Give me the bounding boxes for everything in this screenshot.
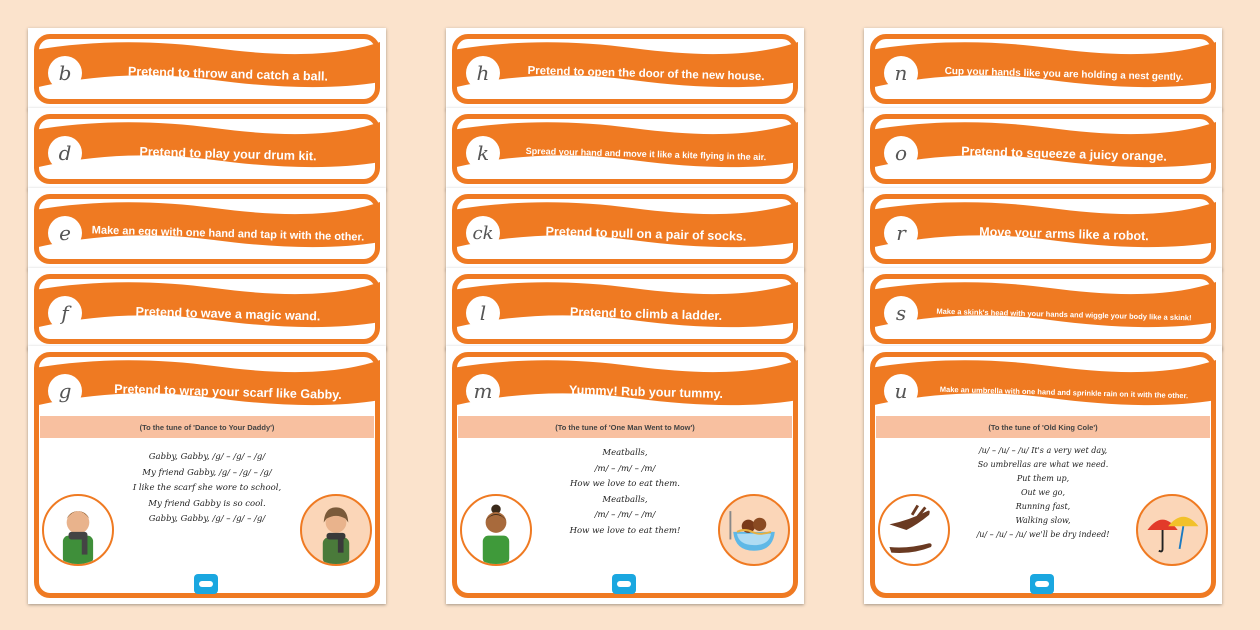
phonics-card-h <box>446 28 804 110</box>
song-lyrics <box>934 444 1152 542</box>
action-banner <box>34 198 380 252</box>
tune-caption: (To the tune of 'Old King Cole') <box>876 416 1210 438</box>
letter-label: m <box>466 374 500 408</box>
action-banner <box>452 198 798 252</box>
action-text: Make a skink's head with your hands and wiggle your body like a skink! <box>936 306 1192 322</box>
action-text: Pretend to wave a magic wand. <box>135 304 321 324</box>
publisher-logo-icon <box>612 574 636 594</box>
phonics-card-r <box>864 188 1222 270</box>
action-text: Pretend to squeeze a juicy orange. <box>961 144 1167 164</box>
phonics-card-b <box>28 28 386 110</box>
letter-label: o <box>884 136 918 170</box>
lyric-line: Gabby, Gabby, /g/ – /g/ – /g/ <box>148 452 266 462</box>
lyric-line: Meatballs, <box>602 448 648 458</box>
action-text: Move your arms like a robot. <box>979 224 1149 244</box>
action-text: Pretend to pull on a pair of socks. <box>545 224 747 244</box>
action-banner <box>34 278 380 332</box>
lyric-line: So umbrellas are what we need. <box>977 460 1109 469</box>
phonics-card-d <box>28 108 386 190</box>
phonics-card-u <box>864 346 1222 604</box>
song-lyrics <box>98 450 316 528</box>
action-text: Pretend to open the door of the new house. <box>527 64 765 84</box>
phonics-card-g <box>28 346 386 604</box>
action-banner <box>452 38 798 92</box>
action-text: Pretend to climb a ladder. <box>569 305 723 323</box>
meatballs-bowl-icon <box>718 494 790 566</box>
lyric-line: /u/ – /u/ – /u/ we'll be dry indeed! <box>976 530 1110 539</box>
action-banner <box>870 198 1216 252</box>
phonics-card-o <box>864 108 1222 190</box>
phonics-card-m <box>446 346 804 604</box>
phonics-card-f <box>28 268 386 350</box>
action-banner <box>452 118 798 172</box>
publisher-logo-icon <box>194 574 218 594</box>
action-banner <box>34 38 380 92</box>
action-banner <box>452 356 798 410</box>
tune-caption: (To the tune of 'One Man Went to Mow') <box>458 416 792 438</box>
lyric-line: Put them up, <box>1016 474 1070 483</box>
letter-label: n <box>884 56 918 90</box>
action-banner <box>452 278 798 332</box>
tune-caption: (To the tune of 'Dance to Your Daddy') <box>40 416 374 438</box>
phonics-card-s <box>864 268 1222 350</box>
umbrellas-icon <box>1136 494 1208 566</box>
action-banner <box>870 356 1216 410</box>
lyric-line: Gabby, Gabby, /g/ – /g/ – /g/ <box>148 514 266 524</box>
lyric-line: /m/ – /m/ – /m/ <box>594 463 656 474</box>
action-banner <box>34 356 380 410</box>
phonics-card-k <box>446 108 804 190</box>
action-text: Pretend to play your drum kit. <box>139 144 317 164</box>
action-banner <box>870 118 1216 172</box>
letter-label: ck <box>466 216 500 250</box>
girl-with-scarf-icon <box>300 494 372 566</box>
action-banner <box>870 278 1216 332</box>
letter-label: k <box>466 136 500 170</box>
letter-label: g <box>48 374 82 408</box>
lyric-line: /u/ – /u/ – /u/ It's a very wet day, <box>978 446 1108 455</box>
letter-label: s <box>884 296 918 330</box>
lyric-line: Out we go, <box>1020 488 1066 497</box>
letter-label: u <box>884 374 918 408</box>
letter-label: h <box>466 56 500 90</box>
action-text: Pretend to wrap your scarf like Gabby. <box>114 382 342 402</box>
lyric-line: How we love to eat them. <box>569 479 681 489</box>
hands-gesture-icon <box>878 494 950 566</box>
action-text: Spread your hand and move it like a kite flying in the air. <box>525 145 767 163</box>
letter-label: l <box>466 296 500 330</box>
letter-label: d <box>48 136 82 170</box>
action-text: Cup your hands like you are holding a nest gently. <box>944 65 1184 83</box>
boy-with-scarf-icon <box>42 494 114 566</box>
lyric-line: /m/ – /m/ – /m/ <box>594 510 656 520</box>
child-icon <box>460 494 532 566</box>
lyric-line: How we love to eat them! <box>569 525 681 536</box>
lyric-line: I like the scarf she wore to school, <box>132 483 282 493</box>
lyric-line: Running fast, <box>1015 502 1071 511</box>
phonics-card-n <box>864 28 1222 110</box>
action-text: Make an umbrella with one hand and sprinkle rain on it with the other. <box>939 384 1189 400</box>
lyric-line: Walking slow, <box>1015 516 1071 525</box>
phonics-card-ck <box>446 188 804 270</box>
letter-label: e <box>48 216 82 250</box>
letter-label: b <box>48 56 82 90</box>
action-text: Pretend to throw and catch a ball. <box>127 64 329 84</box>
action-text: Yummy! Rub your tummy. <box>568 382 724 402</box>
lyric-line: My friend Gabby, /g/ – /g/ – /g/ <box>142 467 272 478</box>
letter-label: r <box>884 216 918 250</box>
phonics-card-l <box>446 268 804 350</box>
action-banner <box>34 118 380 172</box>
phonics-card-e <box>28 188 386 270</box>
song-lyrics <box>516 446 734 539</box>
action-banner <box>870 38 1216 92</box>
action-text: Make an egg with one hand and tap it with the other. <box>91 224 365 244</box>
lyric-line: My friend Gabby is so cool. <box>148 498 266 509</box>
letter-label: f <box>48 296 82 330</box>
lyric-line: Meatballs, <box>602 494 648 505</box>
publisher-logo-icon <box>1030 574 1054 594</box>
